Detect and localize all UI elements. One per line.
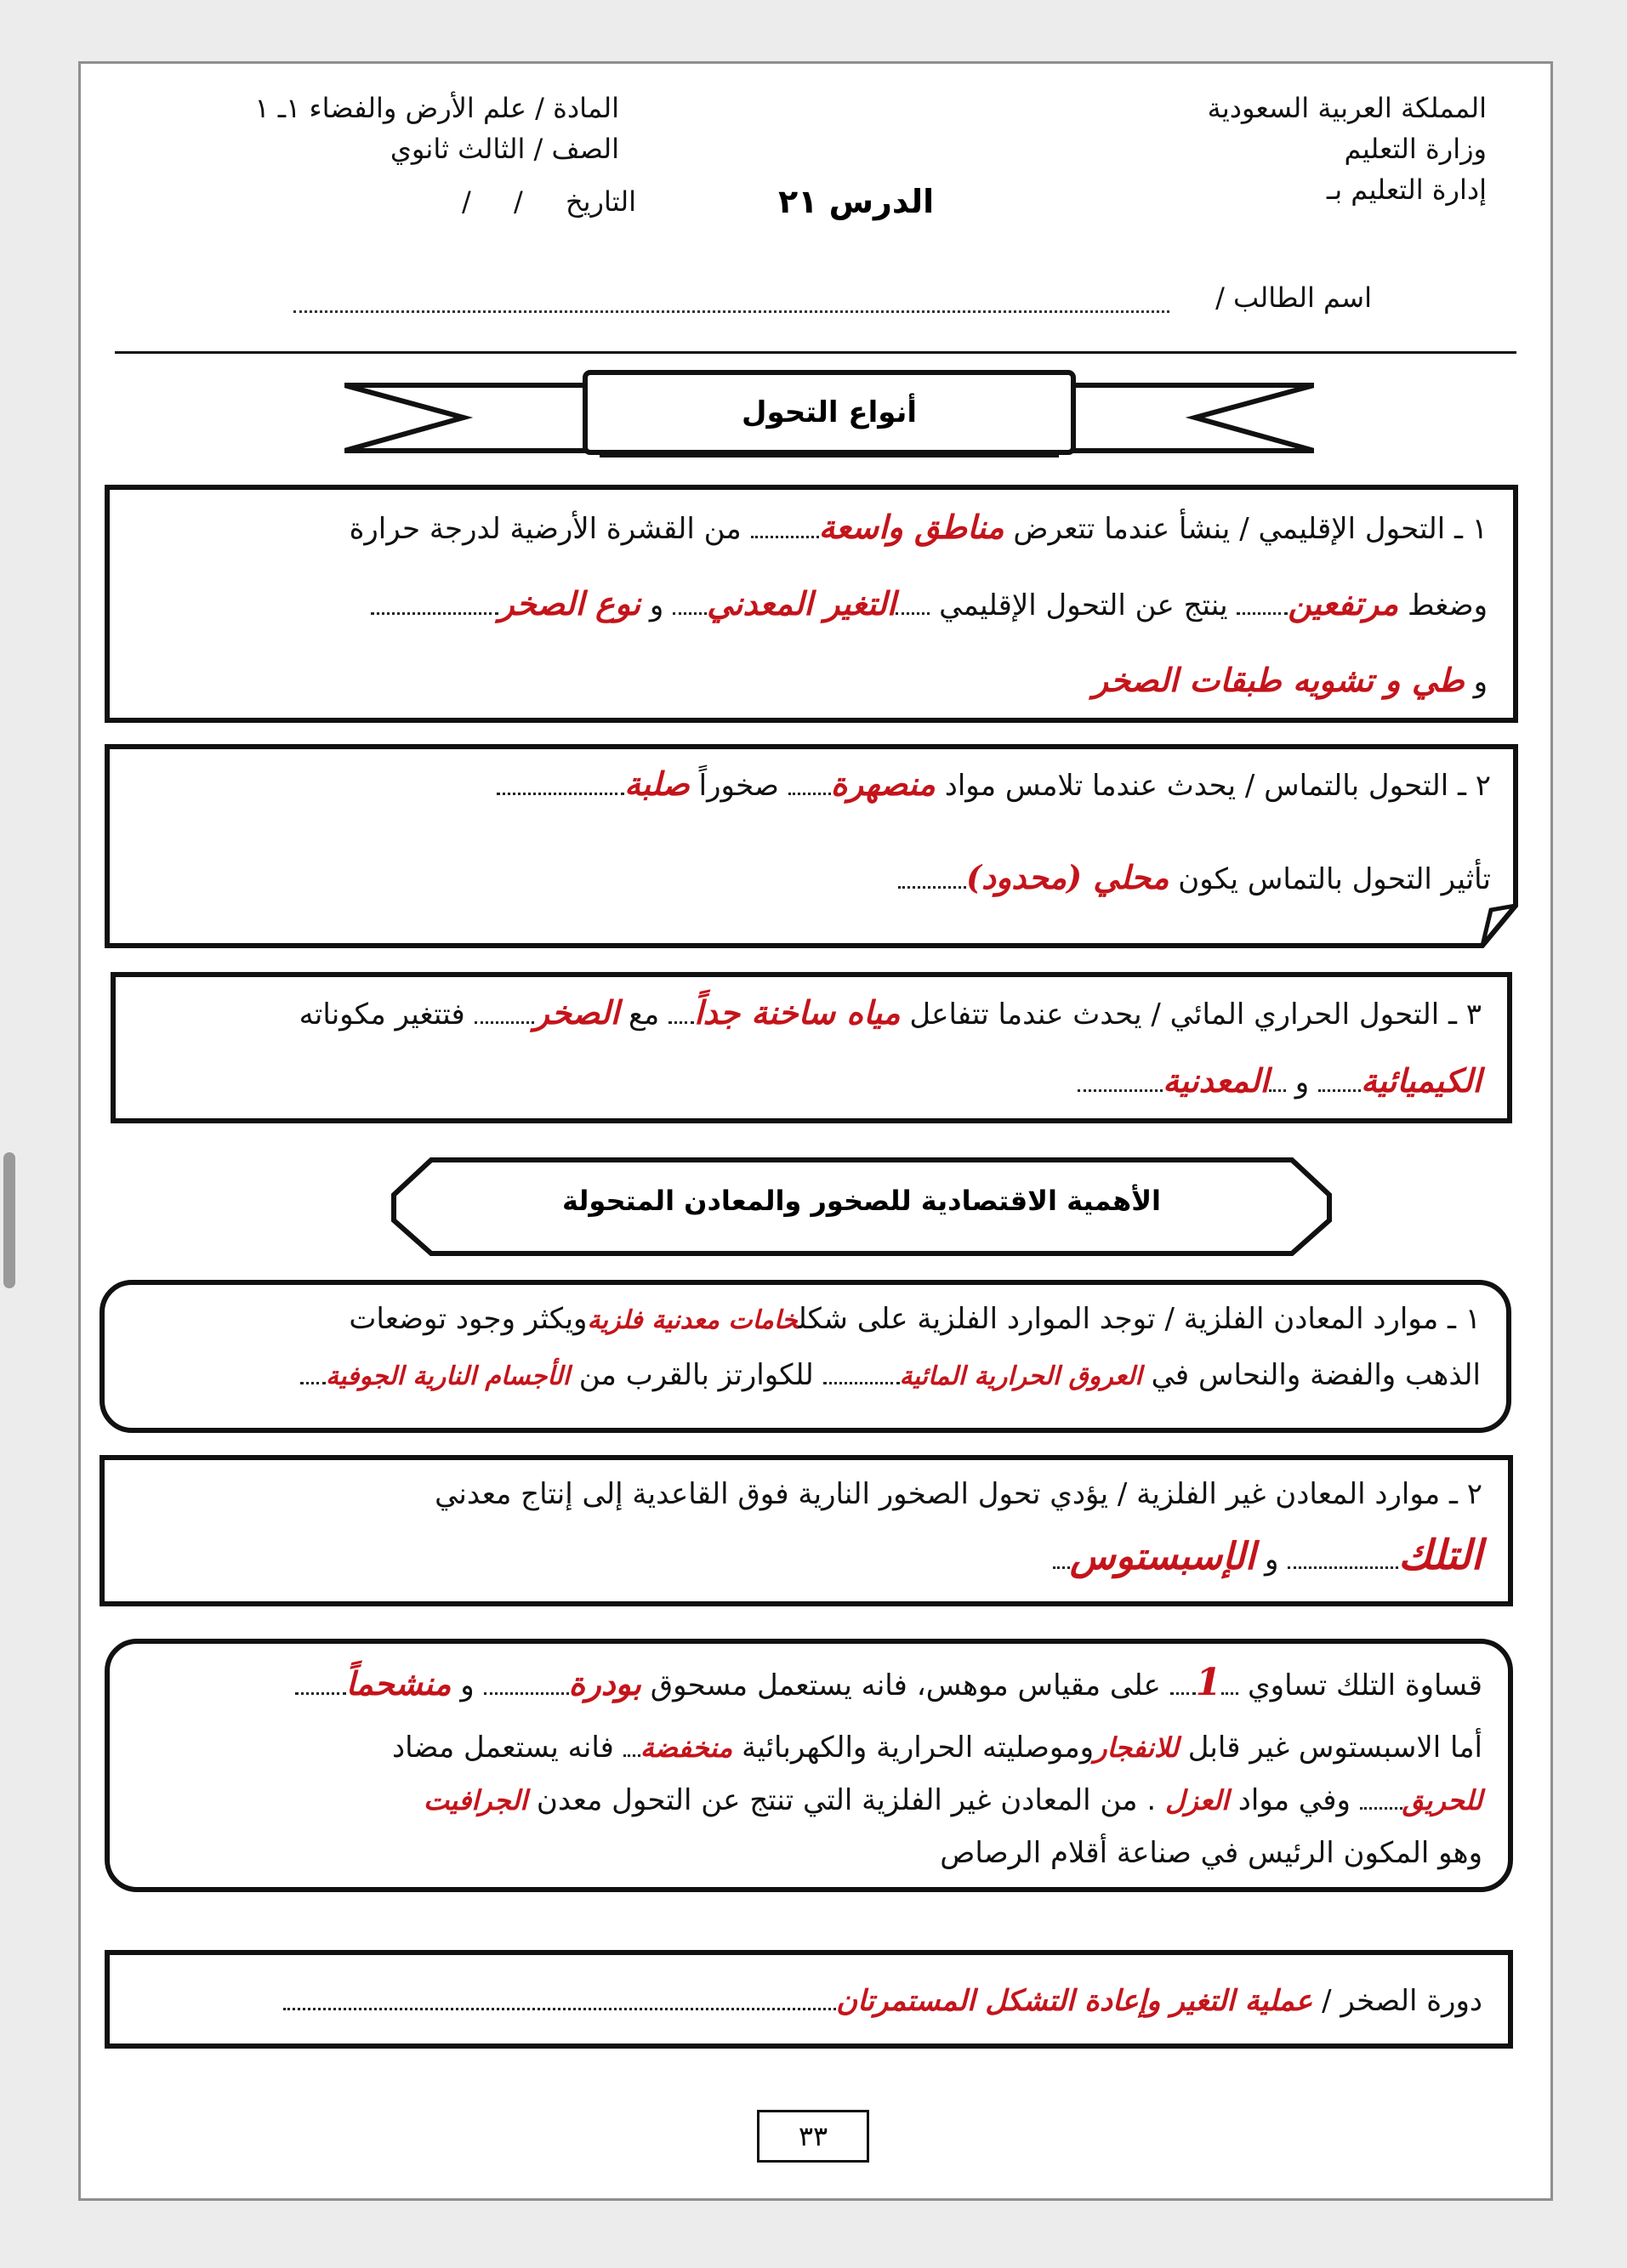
header-directorate: إدارة التعليم بـ [1326, 173, 1487, 206]
page-number: ٣٣ [757, 2110, 869, 2163]
answer-mineral-change: التغير المعدني [707, 584, 896, 622]
answer-wide-areas: مناطق واسعة [818, 508, 1004, 546]
box4-line2: الذهب والفضة والنحاس في العروق الحرارية المائية للكوارتز بالقرب من الأجسام النارية الجوفية [300, 1355, 1481, 1397]
box4-line1: ١ ـ موارد المعادن الفلزية / توجد الموارد الفلزية على شكلخامات معدنية فلزيةويكثر وجود توضعات [349, 1302, 1481, 1336]
answer-hot-water: مياه ساخنة جداً [694, 993, 901, 1032]
section-title-types: أنواع التحول [741, 395, 918, 429]
box6-line1: قساوة التلك تساوي 1 على مقياس موهس، فانه يستعمل مسحوق بودرة و منشحماً [295, 1663, 1482, 1706]
answer-fire: للحريق [1402, 1784, 1482, 1816]
header-ministry: وزارة التعليم [1344, 133, 1487, 165]
section-title-economic: الأهمية الاقتصادية للصخور والمعادن المتحولة [561, 1185, 1161, 1217]
header-subject: المادة / علم الأرض والفضاء ١ـ ١ [254, 92, 619, 124]
student-name-field[interactable] [293, 310, 1169, 313]
student-name-label: اسم الطالب / [1215, 281, 1372, 314]
box6-line3: للحريق وفي مواد العزل . من المعادن غير الفلزية التي تنتج عن التحول معدن الجرافيت [423, 1783, 1482, 1817]
answer-talc: التلك [1398, 1532, 1482, 1579]
header-divider [115, 351, 1516, 354]
header-kingdom: المملكة العربية السعودية [1207, 92, 1487, 124]
answer-lubricant: منشحماً [345, 1664, 452, 1702]
header-grade: الصف / الثالث ثانوي [390, 133, 619, 165]
box-hydrothermal-metamorphism [111, 972, 1512, 1123]
answer-igneous-bodies: الأجسام النارية الجوفية [326, 1361, 570, 1391]
answer-powder: بودرة [568, 1664, 641, 1702]
answer-molten: منصهرة [830, 765, 936, 803]
answer-chemical: الكيميائية [1360, 1061, 1482, 1100]
box-metallic-resources [100, 1280, 1511, 1433]
box-rock-cycle [105, 1950, 1513, 2049]
box5-line2: التلك و الإسبستوس [1053, 1535, 1482, 1580]
box-talc-asbestos [105, 1639, 1513, 1892]
answer-rock-type: نوع الصخر [498, 584, 641, 622]
box6-line2: أما الاسبستوس غير قابل للانفجاروموصليته الحرارية والكهربائية منخفضة فانه يستعمل مضاد [391, 1731, 1482, 1765]
box5-line1: ٢ ـ موارد المعادن غير الفلزية / يؤدي تحول الصخور النارية فوق القاعدية إلى إنتاج معدني [435, 1477, 1482, 1511]
box6-line4: وهو المكون الرئيس في صناعة أقلام الرصاص [940, 1836, 1482, 1870]
box1-line1: ١ ـ التحول الإقليمي / ينشأ عندما تتعرض مناطق واسعة من القشرة الأرضية لدرجة حرارة [349, 508, 1488, 546]
header-date: التاريخ / / [462, 185, 636, 218]
box2-line1: ٢ ـ التحول بالتماس / يحدث عندما تلامس مواد منصهرة صخوراً صلبة [497, 764, 1491, 806]
answer-asbestos: الإسبستوس [1070, 1535, 1256, 1578]
answer-explosion: للانفجار [1094, 1731, 1179, 1764]
answer-solid: صلبة [624, 765, 690, 803]
lesson-number: الدرس ٢١ [778, 183, 935, 220]
answer-mineral: المعدنية [1163, 1061, 1269, 1100]
box1-line3: و طي و تشويه طبقات الصخر [1092, 661, 1488, 699]
box3-line1: ٣ ـ التحول الحراري المائي / يحدث عندما تتفاعل مياه ساخنة جداً مع الصخر فتتغير مكوناته [299, 993, 1482, 1032]
box-regional-metamorphism [105, 485, 1518, 723]
answer-metallic-ores: خامات معدنية فلزية [587, 1305, 799, 1335]
worksheet-page [78, 61, 1553, 2201]
box-nonmetallic-resources [100, 1455, 1513, 1606]
answer-folding: طي و تشويه طبقات الصخر [1092, 661, 1465, 699]
answer-hardness: 1 [1195, 1661, 1222, 1704]
answer-high: مرتفعين [1288, 584, 1399, 622]
answer-insulation: العزل [1164, 1784, 1229, 1816]
box1-line2: وضغط مرتفعين ينتج عن التحول الإقليمي التغير المعدني و نوع الصخر [371, 583, 1488, 626]
scroll-handle[interactable] [3, 1152, 15, 1288]
answer-hydrothermal-veins: العروق الحرارية المائية [899, 1361, 1142, 1391]
answer-low: منخفضة [640, 1731, 733, 1764]
box7-line: دورة الصخر / عملية التغير وإعادة التشكل المستمرتان [283, 1981, 1482, 2021]
answer-graphite: الجرافيت [423, 1784, 528, 1816]
box2-line2: تأثير التحول بالتماس يكون محلي (محدود) [898, 857, 1491, 900]
box3-line2: الكيميائية و المعدنية [1078, 1060, 1482, 1103]
answer-local: محلي (محدود) [966, 858, 1169, 896]
answer-rock-cycle: عملية التغير وإعادة التشكل المستمرتان [836, 1984, 1313, 2018]
answer-rock: الصخر [533, 993, 620, 1032]
